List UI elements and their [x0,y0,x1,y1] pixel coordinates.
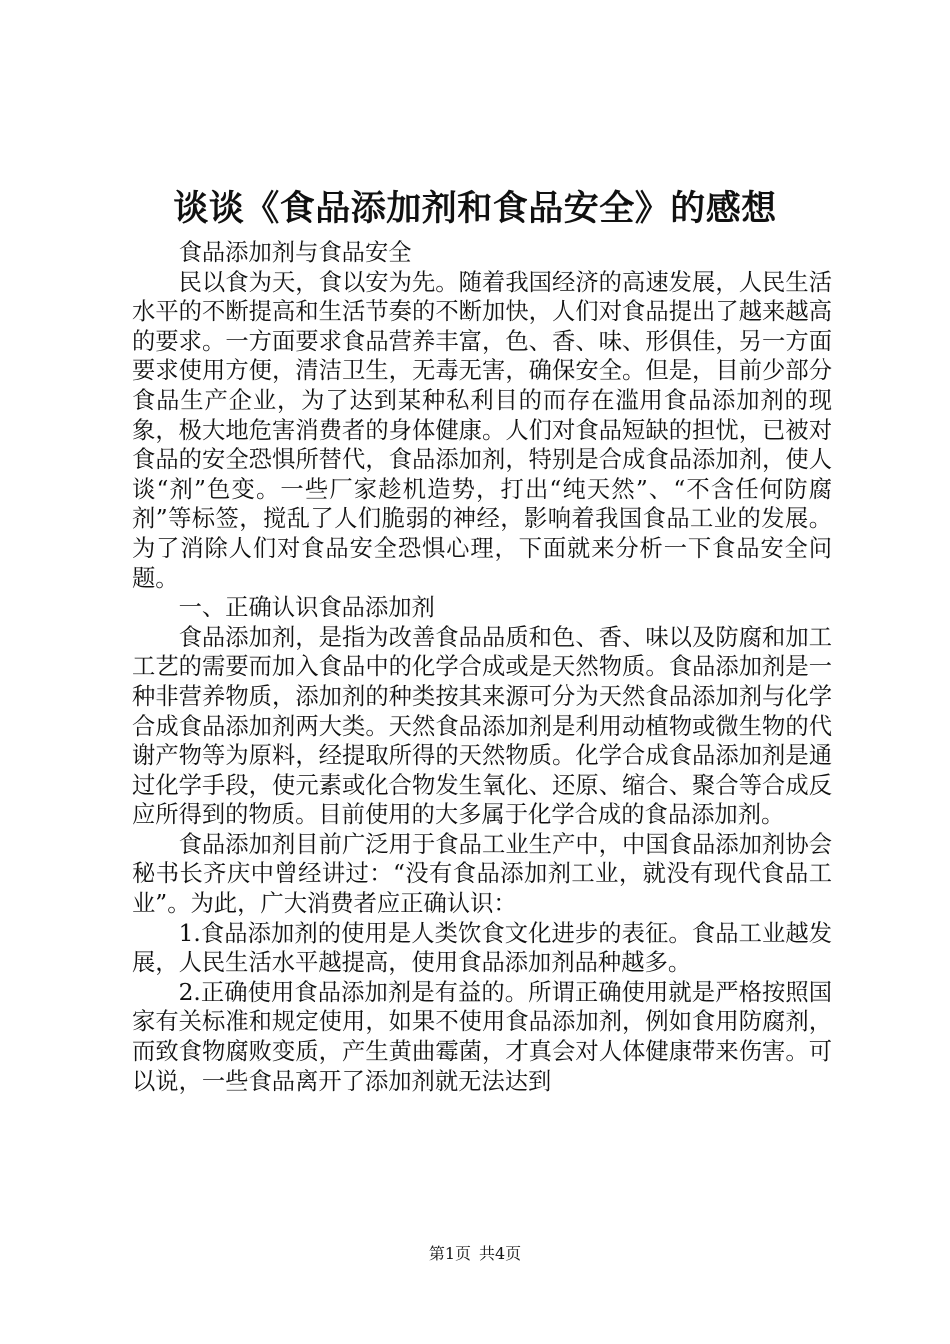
paragraph-usage: 食品添加剂目前广泛用于食品工业生产中，中国食品添加剂协会秘书长齐庆中曾经讲过：“没有食品添加剂工业，就没有现代食品工业”。为此，广大消费者应正确认识： [132,830,832,918]
section-subtitle: 食品添加剂与食品安全 [178,239,412,266]
list-item-1: 1.食品添加剂的使用是人类饮食文化进步的表征。食品工业越发展，人民生活水平越提高，使用食品添加剂品种越多。 [132,919,832,977]
section-heading-1: 一、正确认识食品添加剂 [178,594,435,622]
page-total: 共4页 [479,1244,522,1263]
paragraph-definition: 食品添加剂，是指为改善食品品质和色、香、味以及防腐和加工工艺的需要而加入食品中的化学合成或是天然物质。食品添加剂是一种非营养物质，添加剂的种类按其来源可分为天然食品添加剂与化学合成食品添加剂两大类。天然食品添加剂是利用动植物或微生物的代谢产物等为原料，经提取所得的天然物质。化学合成食品添加剂是通过化学手段，使元素或化合物发生氧化、还原、缩合、聚合等合成反应所得到的物质。目前使用的大多属于化学合成的食品添加剂。 [132,623,832,829]
document-body [132,238,832,1096]
page-footer [0,1244,950,1264]
list-item-2: 2.正确使用食品添加剂是有益的。所谓正确使用就是严格按照国家有关标准和规定使用，如果不使用食品添加剂，例如食用防腐剂，而致食物腐败变质，产生黄曲霉菌，才真会对人体健康带来伤害。可以说，一些食品离开了添加剂就无法达到 [132,978,832,1095]
page-number: 第1页 [428,1244,471,1263]
document-title: 谈谈《食品添加剂和食品安全》的感想 [173,189,777,229]
paragraph-intro: 民以食为天，食以安为先。随着我国经济的高速发展，人民生活水平的不断提高和生活节奏的不断加快，人们对食品提出了越来越高的要求。一方面要求食品营养丰富，色、香、味、形俱佳，另一方面要求使用方便，清洁卫生，无毒无害，确保安全。但是，目前少部分食品生产企业，为了达到某种私利目的而存在滥用食品添加剂的现象，极大地危害消费者的身体健康。人们对食品短缺的担忧，已被对食品的安全恐惧所替代，食品添加剂，特别是合成食品添加剂，使人谈“剂”色变。一些厂家趁机造势，打出“纯天然”、“不含任何防腐剂”等标签，搅乱了人们脆弱的神经，影响着我国食品工业的发展。为了消除人们对食品安全恐惧心理，下面就来分析一下食品安全问题。 [132,268,832,592]
